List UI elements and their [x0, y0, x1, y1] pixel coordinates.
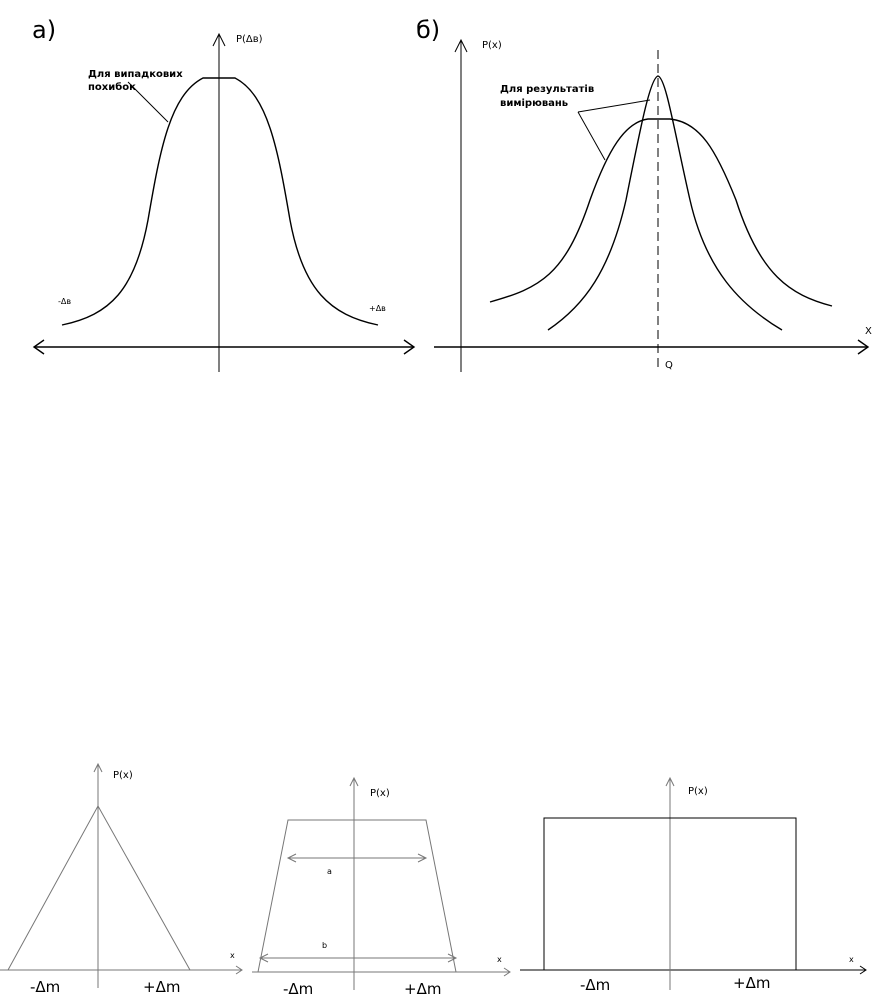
- panel-a-right-tick: +Δв: [369, 304, 386, 313]
- panel-a: [32, 16, 414, 372]
- panel-b-annotation-leader-1: [578, 100, 650, 112]
- panel-triangle-right-tick: +Δm: [143, 978, 181, 996]
- panel-b-narrow-curve: [548, 76, 782, 330]
- panel-rectangle: [520, 778, 866, 994]
- panel-trapezoid-shape: [258, 820, 456, 972]
- panel-a-y-label: P(Δв): [236, 34, 263, 45]
- panel-a-annotation-line2: похибок: [88, 82, 136, 93]
- panel-b-annotation-line1: Для результатів: [500, 84, 595, 95]
- panel-b-center-label: Q: [665, 360, 673, 371]
- panel-a-bell-curve: [62, 78, 378, 325]
- panel-trapezoid-right-tick: +Δm: [404, 980, 442, 996]
- panel-triangle-shape: [8, 806, 190, 970]
- panel-trapezoid-a-label: a: [327, 867, 332, 876]
- panel-rectangle-left-tick: -Δm: [580, 976, 611, 994]
- panel-trapezoid-y-label: P(x): [370, 788, 390, 799]
- panel-b-wide-curve: [490, 119, 832, 306]
- panel-b-y-label: P(x): [482, 40, 502, 51]
- panel-rectangle-y-label: P(x): [688, 786, 708, 797]
- panel-triangle-x-label: x: [230, 951, 235, 960]
- panel-b-annotation-line2: вимірювань: [500, 98, 569, 109]
- panel-b-x-label: X: [865, 326, 872, 337]
- panel-trapezoid-b-label: b: [322, 941, 328, 950]
- panel-b-annotation-leader-2: [578, 112, 605, 160]
- panel-triangle-left-tick: -Δm: [30, 978, 61, 996]
- panel-trapezoid: [252, 778, 510, 996]
- panel-b-label: б): [416, 16, 441, 44]
- panel-a-annotation-line1: Для випадкових: [88, 69, 183, 80]
- panel-trapezoid-left-tick: -Δm: [283, 980, 314, 996]
- panel-trapezoid-x-label: x: [497, 955, 502, 964]
- panel-a-left-tick: -Δв: [58, 297, 72, 306]
- panel-rectangle-x-label: x: [849, 955, 854, 964]
- panel-rectangle-right-tick: +Δm: [733, 974, 771, 992]
- panel-b: [416, 16, 872, 372]
- panel-triangle: [0, 764, 242, 996]
- panel-triangle-y-label: P(x): [113, 770, 133, 781]
- panel-a-label: а): [32, 16, 57, 44]
